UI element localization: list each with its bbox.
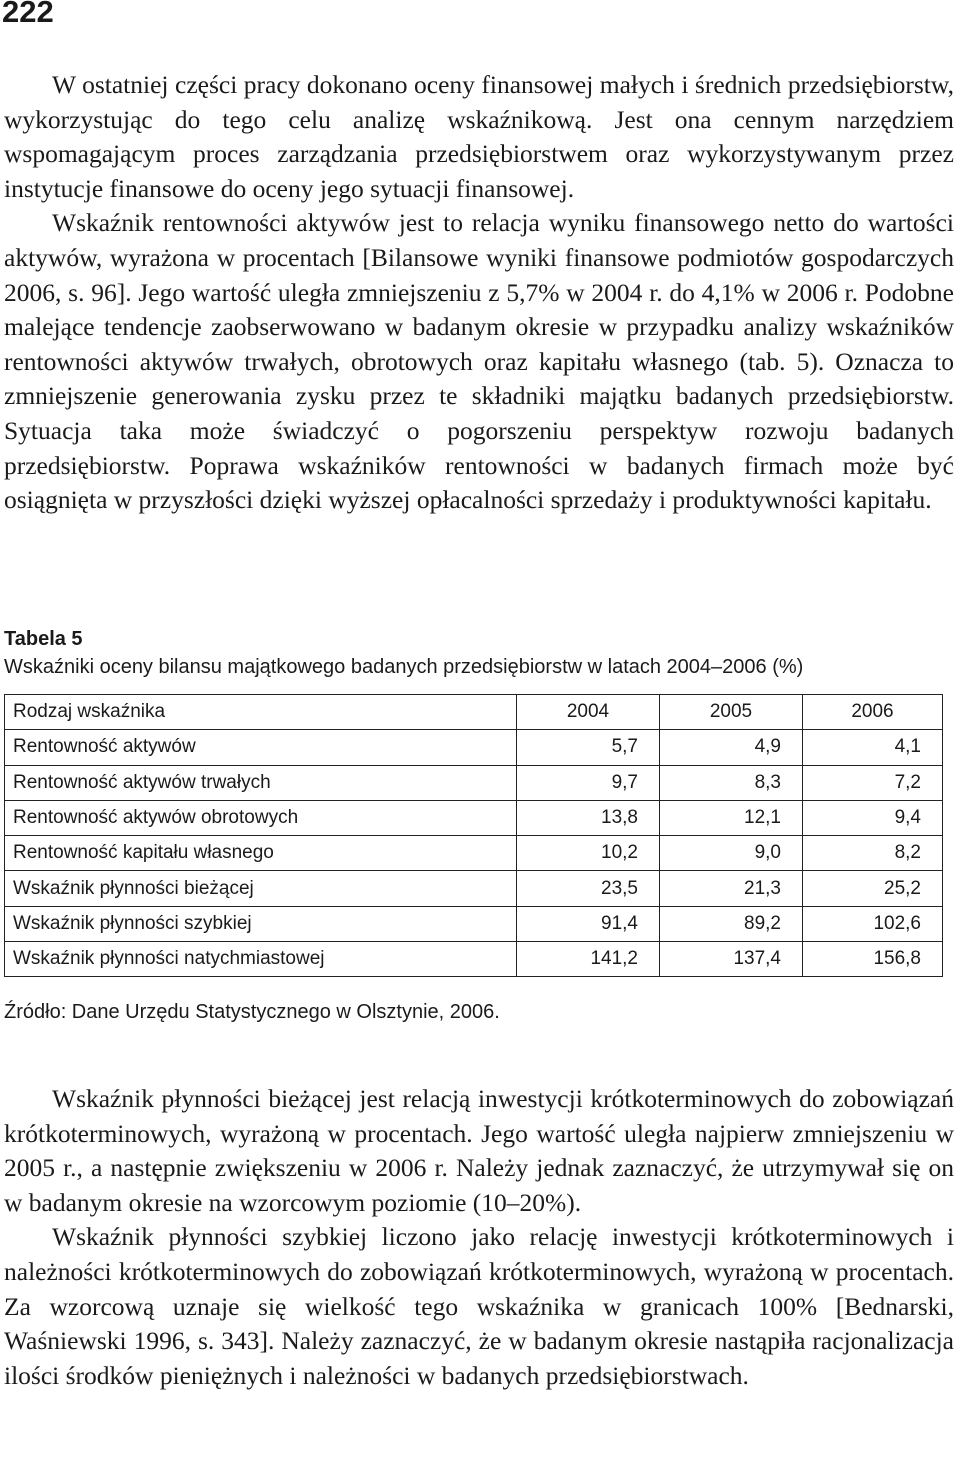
header-year-2005: 2005 bbox=[660, 695, 803, 730]
row-label: Rentowność aktywów obrotowych bbox=[5, 800, 517, 835]
cell-value: 91,4 bbox=[517, 906, 660, 941]
cell-value: 12,1 bbox=[660, 800, 803, 835]
cell-value: 9,7 bbox=[517, 765, 660, 800]
paragraph: W ostatniej części pracy dokonano oceny finansowej małych i średnich przedsiębiorstw, wykorzystując do tego celu analizę wskaźnikową. Jest ona cennym narzędziem wspomagającym proces zarządzania przedsiębiorstwem oraz wykorzystywanym przez instytucje finansowe do oceny jego sytuacji finansowej. bbox=[4, 70, 954, 203]
cell-value: 9,0 bbox=[660, 836, 803, 871]
table-row bbox=[5, 942, 943, 977]
top-text bbox=[4, 68, 954, 518]
table-row bbox=[5, 730, 943, 765]
table-row bbox=[5, 871, 943, 906]
cell-value: 4,9 bbox=[660, 730, 803, 765]
paragraph: Wskaźnik płynności szybkiej liczono jako relację inwestycji krótkoterminowych i należności krótkoterminowych do zobowiązań krótkoterminowych, wyrażoną w procentach. Za wzorcową uznaje się wielkość tego wskaźnika w granicach 100% [Bednarski, Waśniewski 1996, s. 343]. Należy zaznaczyć, że w badanym okresie nastąpiła racjonalizacja ilości środków pieniężnych i należności w badanych przedsiębiorstwach. bbox=[4, 1222, 954, 1390]
table-row bbox=[5, 765, 943, 800]
row-label: Rentowność aktywów bbox=[5, 730, 517, 765]
table-header-row bbox=[5, 695, 943, 730]
table-row bbox=[5, 800, 943, 835]
paragraph: Wskaźnik płynności bieżącej jest relacją inwestycji krótkoterminowych do zobowiązań krótkoterminowych, wyrażoną w procentach. Jego wartość uległa najpierw zmniejszeniu w 2005 r., a następnie zwiększeniu w 2006 r. Należy jednak zaznaczyć, że utrzymywał się on w badanym okresie na wzorcowym poziomie (10–20%). bbox=[4, 1084, 954, 1217]
table-label: Tabela 5 bbox=[4, 628, 83, 650]
indicators-table bbox=[4, 694, 943, 977]
header-year-2004: 2004 bbox=[517, 695, 660, 730]
cell-value: 23,5 bbox=[517, 871, 660, 906]
cell-value: 4,1 bbox=[803, 730, 943, 765]
cell-value: 13,8 bbox=[517, 800, 660, 835]
row-label: Wskaźnik płynności bieżącej bbox=[5, 871, 517, 906]
row-label: Rentowność aktywów trwałych bbox=[5, 765, 517, 800]
table-row bbox=[5, 906, 943, 941]
table-title: Wskaźniki oceny bilansu majątkowego badanych przedsiębiorstw w latach 2004–2006 (%) bbox=[4, 656, 804, 678]
cell-value: 102,6 bbox=[803, 906, 943, 941]
table-source: Źródło: Dane Urzędu Statystycznego w Olsztynie, 2006. bbox=[4, 1001, 500, 1023]
row-label: Wskaźnik płynności szybkiej bbox=[5, 906, 517, 941]
row-label: Wskaźnik płynności natychmiastowej bbox=[5, 942, 517, 977]
cell-value: 89,2 bbox=[660, 906, 803, 941]
bottom-text bbox=[4, 1082, 954, 1393]
cell-value: 141,2 bbox=[517, 942, 660, 977]
header-year-2006: 2006 bbox=[803, 695, 943, 730]
cell-value: 7,2 bbox=[803, 765, 943, 800]
cell-value: 9,4 bbox=[803, 800, 943, 835]
header-indicator-type: Rodzaj wskaźnika bbox=[5, 695, 517, 730]
cell-value: 156,8 bbox=[803, 942, 943, 977]
cell-value: 5,7 bbox=[517, 730, 660, 765]
row-label: Rentowność kapitału własnego bbox=[5, 836, 517, 871]
cell-value: 25,2 bbox=[803, 871, 943, 906]
cell-value: 10,2 bbox=[517, 836, 660, 871]
table-row bbox=[5, 836, 943, 871]
cell-value: 137,4 bbox=[660, 942, 803, 977]
paragraph: Wskaźnik rentowności aktywów jest to relacja wyniku finansowego netto do wartości aktywów, wyrażona w procentach [Bilansowe wyniki finansowe podmiotów gospodarczych 2006, s. 96]. Jego wartość uległa zmniejszeniu z 5,7% w 2004 r. do 4,1% w 2006 r. Podobne malejące tendencje zaobserwowano w badanym okresie w przypadku analizy wskaźników rentowności aktywów trwałych, obrotowych oraz kapitału własnego (tab. 5). Oznacza to zmniejszenie generowania zysku przez te składniki majątku badanych przedsiębiorstw. Sytuacja taka może świadczyć o pogorszeniu perspektyw rozwoju badanych przedsiębiorstw. Poprawa wskaźników rentowności w badanych firmach może być osiągnięta w przyszłości dzięki wyższej opłacalności sprzedaży i produktywności kapitału. bbox=[4, 208, 954, 515]
page-number: 222 bbox=[2, 0, 54, 29]
cell-value: 21,3 bbox=[660, 871, 803, 906]
cell-value: 8,2 bbox=[803, 836, 943, 871]
cell-value: 8,3 bbox=[660, 765, 803, 800]
